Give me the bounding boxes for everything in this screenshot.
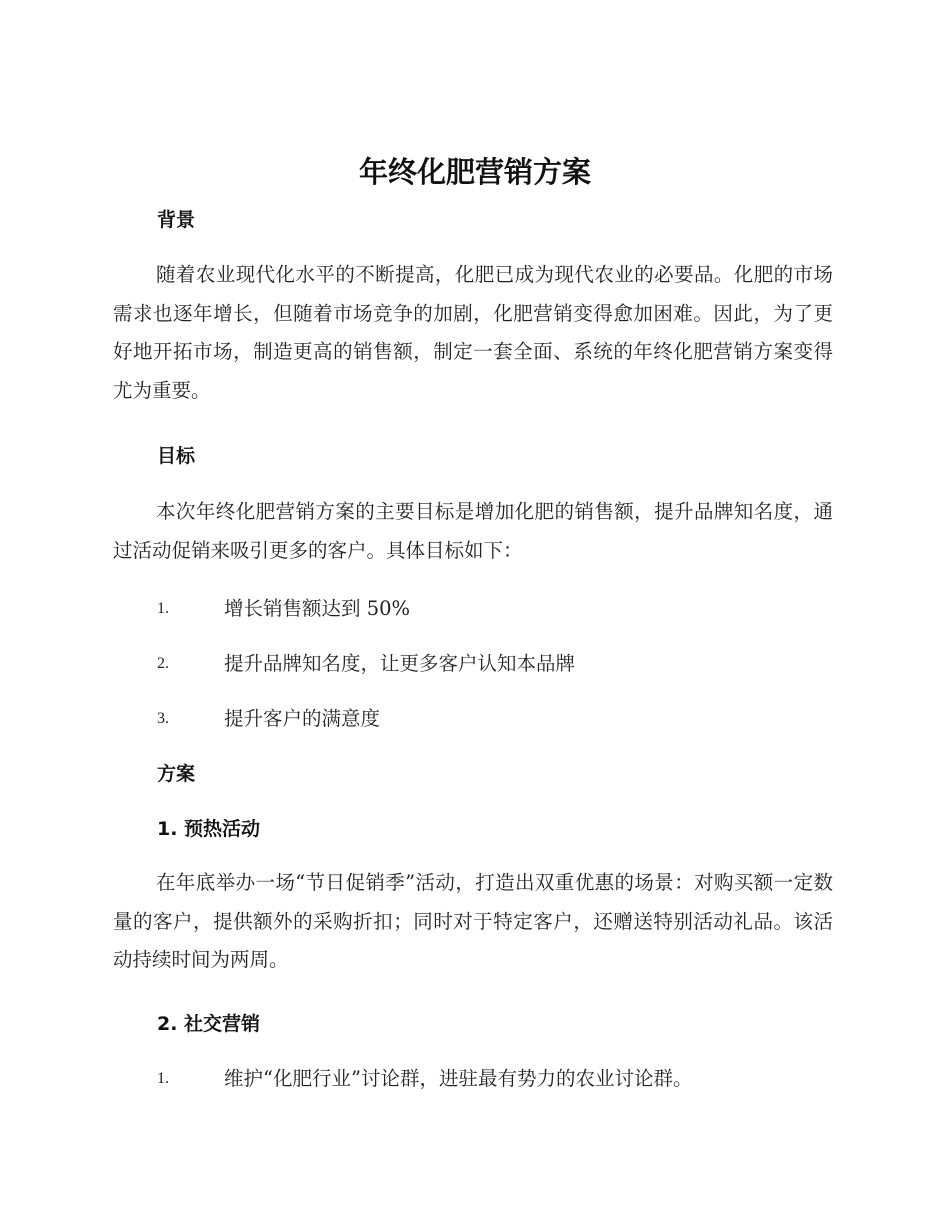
heading-preheat-activity: 1. 预热活动 <box>157 818 261 840</box>
heading-goal: 目标 <box>157 445 196 467</box>
list-number: 2. <box>157 655 169 672</box>
paragraph-background: 随着农业现代化水平的不断提高，化肥已成为现代农业的必要品。化肥的市场需求也逐年增长，但随着市场竞争的加剧，化肥营销变得愈加困难。因此，为了更好地开拓市场，制造更高的销售额，制定一套全面、系统的年终化肥营销方案变得尤为重要。 <box>113 263 833 403</box>
list-text: 提升品牌知名度，让更多客户认知本品牌 <box>224 652 576 675</box>
list-text: 提升客户的满意度 <box>224 707 381 730</box>
heading-social-marketing: 2. 社交营销 <box>157 1013 261 1035</box>
heading-plan: 方案 <box>157 763 196 785</box>
paragraph-goal: 本次年终化肥营销方案的主要目标是增加化肥的销售额，提升品牌知名度，通过活动促销来吸引更多的客户。具体目标如下： <box>113 500 833 562</box>
paragraph-preheat-activity: 在年底举办一场“节日促销季”活动，打造出双重优惠的场景：对购买额一定数量的客户，提供额外的采购折扣；同时对于特定客户，还赠送特别活动礼品。该活动持续时间为两周。 <box>113 871 833 972</box>
list-number: 1. <box>157 1070 169 1087</box>
list-text: 增长销售额达到 50% <box>224 597 411 620</box>
list-number: 1. <box>157 600 169 617</box>
list-text: 维护“化肥行业”讨论群，进驻最有势力的农业讨论群。 <box>224 1067 693 1090</box>
document-title: 年终化肥营销方案 <box>358 155 591 189</box>
heading-background: 背景 <box>157 209 196 231</box>
list-number: 3. <box>157 710 169 727</box>
